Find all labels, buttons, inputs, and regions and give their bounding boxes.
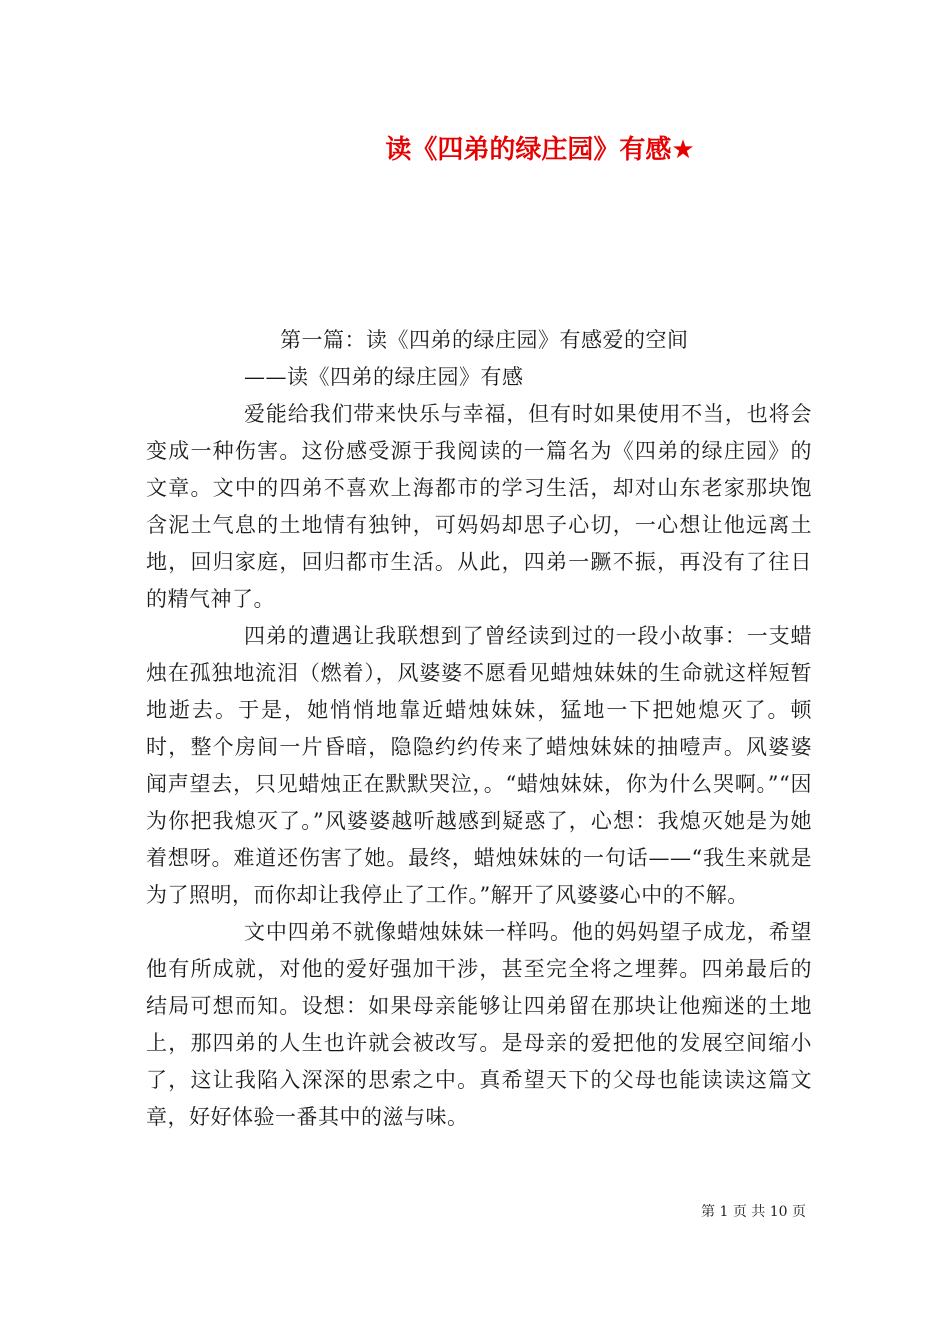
section-heading: 第一篇：读《四弟的绿庄园》有感爱的空间 bbox=[280, 328, 689, 352]
page-number-footer: 第 1 页 共 10 页 bbox=[701, 1204, 806, 1220]
document-title: 读《四弟的绿庄园》有感★ bbox=[385, 135, 695, 165]
section-subtitle: ——读《四弟的绿庄园》有感 bbox=[244, 365, 524, 389]
document-body bbox=[146, 322, 812, 1136]
paragraph-3: 文中四弟不就像蜡烛妹妹一样吗。他的妈妈望子成龙，希望他有所成就，对他的爱好强加干涉，甚至完全将之埋葬。四弟最后的结局可想而知。设想：如果母亲能够让四弟留在那块让他痴迷的土地上，那四弟的人生也许就会被改写。是母亲的爱把他的发展空间缩小了，这让我陷入深深的思索之中。真希望天下的父母也能读读这篇文章，好好体验一番其中的滋与味。 bbox=[146, 920, 812, 1129]
paragraph-2: 四弟的遭遇让我联想到了曾经读到过的一段小故事：一支蜡烛在孤独地流泪（燃着），风婆婆不愿看见蜡烛妹妹的生命就这样短暂地逝去。于是，她悄悄地靠近蜡烛妹妹，猛地一下把她熄灭了。顿时，整个房间一片昏暗，隐隐约约传来了蜡烛妹妹的抽噎声。风婆婆闻声望去，只见蜡烛正在默默哭泣，。“蜡烛妹妹，你为什么哭啊。”“因为你把我熄灭了。”风婆婆越听越感到疑惑了，心想：我熄灭她是为她着想呀。难道还伤害了她。最终，蜡烛妹妹的一句话——“我生来就是为了照明，而你却让我停止了工作。”解开了风婆婆心中的不解。 bbox=[146, 624, 812, 907]
paragraph-1: 爱能给我们带来快乐与幸福，但有时如果使用不当，也将会变成一种伤害。这份感受源于我阅读的一篇名为《四弟的绿庄园》的文章。文中的四弟不喜欢上海都市的学习生活，却对山东老家那块饱含泥土气息的土地情有独钟，可妈妈却思子心切，一心想让他远离土地，回归家庭，回归都市生活。从此，四弟一蹶不振，再没有了往日的精气神了。 bbox=[146, 402, 812, 611]
